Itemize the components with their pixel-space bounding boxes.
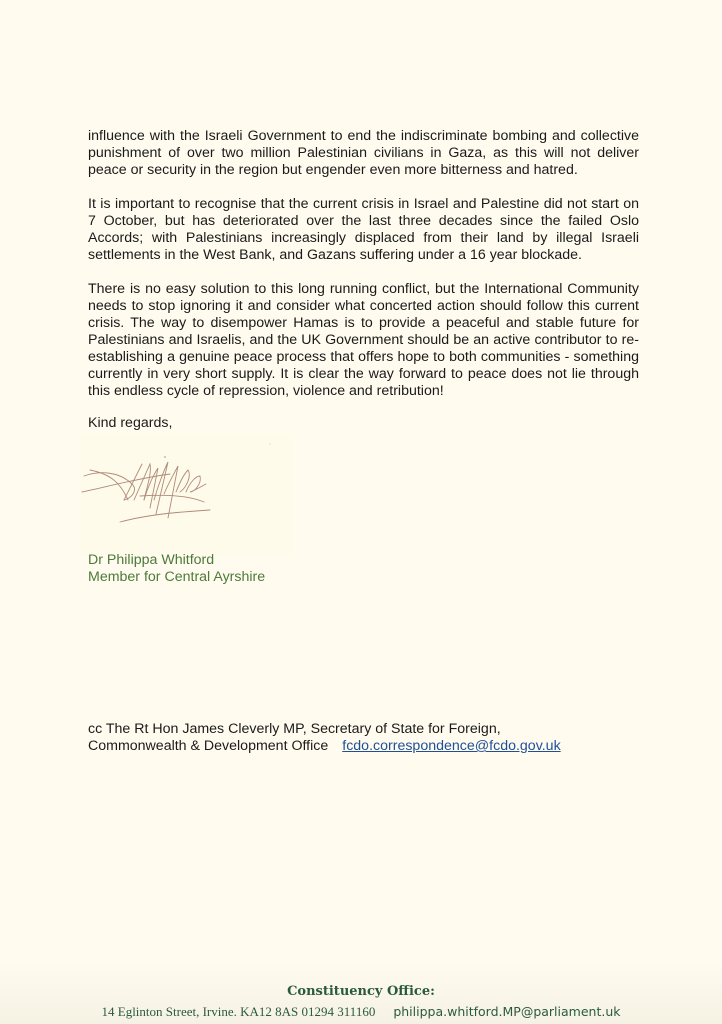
signer-block xyxy=(88,552,265,586)
cc-block xyxy=(88,721,561,755)
footer-email: philippa.whitford.MP@parliament.uk xyxy=(393,1004,621,1019)
signer-name: Dr Philippa Whitford xyxy=(88,552,215,568)
cc-email-link[interactable]: fcdo.correspondence@fcdo.gov.uk xyxy=(342,738,561,754)
footer-address: 14 Eglinton Street, Irvine. KA12 8AS 01294 311160 xyxy=(101,1004,376,1019)
footer-contact xyxy=(0,1004,722,1020)
paragraph-1: influence with the Israeli Government to end the indiscriminate bombing and collective punishment of over two million Palestinian civilians in Gaza, as this will not deliver peace or security in the region but engender even more bitterness and hatred. xyxy=(88,128,639,178)
closing-salutation: Kind regards, xyxy=(88,415,173,431)
cc-office: Commonwealth & Development Office xyxy=(88,738,329,754)
paragraph-2: It is important to recognise that the current crisis in Israel and Palestine did not start on 7 October, but has deteriorated over the last three decades since the failed Oslo Accords; with Palestinians increasingly displaced from their land by illegal Israeli settlements in the West Bank, and Gazans suffering under a 16 year blockade. xyxy=(88,196,639,263)
cc-line-2 xyxy=(88,738,561,755)
paragraph-3: There is no easy solution to this long running conflict, but the International Community needs to stop ignoring it and consider what concerted action should follow this current crisis. The way to disempower Hamas is to provide a peaceful and stable future for Palestinians and Israelis, and the UK Government should be an active contributor to re-establishing a genuine peace process that offers hope to both communities - something currently in very short supply. It is clear the way forward to peace does not lie through this endless cycle of repression, violence and retribution! xyxy=(88,281,639,399)
footer-title: Constituency Office: xyxy=(287,984,435,999)
cc-line-1: cc The Rt Hon James Cleverly MP, Secretary of State for Foreign, xyxy=(88,721,501,737)
signature xyxy=(80,434,294,554)
signer-title: Member for Central Ayrshire xyxy=(88,569,266,585)
handwritten-signature-icon xyxy=(80,434,294,554)
